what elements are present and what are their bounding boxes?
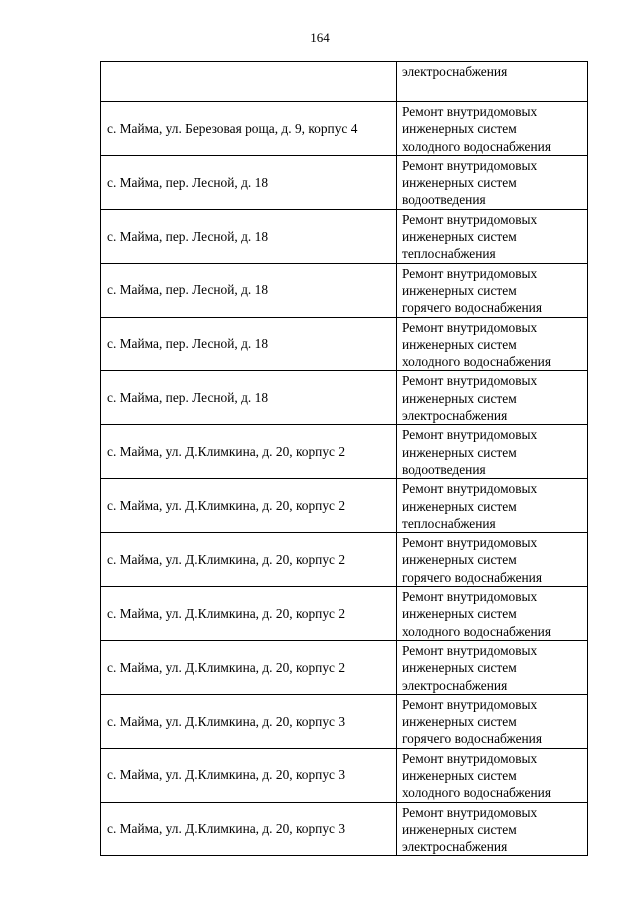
work-type-line: Ремонт внутридомовых xyxy=(402,265,538,281)
work-type-line: электроснабжения xyxy=(402,408,508,424)
work-type-cell xyxy=(397,748,588,802)
work-type-line: холодного водоснабжения xyxy=(402,785,551,801)
work-type-line: инженерных систем xyxy=(402,336,517,352)
work-type-cell xyxy=(397,263,588,317)
table-row xyxy=(101,62,588,102)
work-type-line: инженерных систем xyxy=(402,660,517,676)
address-cell: с. Майма, пер. Лесной, д. 18 xyxy=(101,371,397,425)
table-row xyxy=(101,425,588,479)
table-row xyxy=(101,802,588,856)
work-type-line: Ремонт внутридомовых xyxy=(402,104,538,119)
work-type-line: Ремонт внутридомовых xyxy=(402,427,538,443)
work-type-line: инженерных систем xyxy=(402,821,517,837)
work-type-line: инженерных систем xyxy=(402,175,517,191)
work-type-line: инженерных систем xyxy=(402,121,517,137)
work-type-cell xyxy=(397,209,588,263)
address-cell: с. Майма, ул. Д.Климкина, д. 20, корпус 2 xyxy=(101,640,397,694)
address-cell: с. Майма, ул. Д.Климкина, д. 20, корпус 3 xyxy=(101,694,397,748)
work-type-cell xyxy=(397,533,588,587)
address-cell: с. Майма, ул. Д.Климкина, д. 20, корпус 2 xyxy=(101,425,397,479)
address-cell: с. Майма, ул. Д.Климкина, д. 20, корпус 2 xyxy=(101,587,397,641)
table-row xyxy=(101,694,588,748)
work-type-line: горячего водоснабжения xyxy=(402,569,543,585)
page-number: 164 xyxy=(310,30,330,45)
work-type-line: Ремонт внутридомовых xyxy=(402,157,538,173)
table-row xyxy=(101,102,588,156)
address-cell: с. Майма, пер. Лесной, д. 18 xyxy=(101,263,397,317)
work-type-line: Ремонт внутридомовых xyxy=(402,373,538,389)
work-type-cell xyxy=(397,371,588,425)
work-type-line: теплоснабжения xyxy=(402,246,496,262)
work-type-line: горячего водоснабжения xyxy=(402,300,543,316)
works-table xyxy=(100,61,588,856)
work-type-line: Ремонт внутридомовых xyxy=(402,589,538,605)
work-type-line: инженерных систем xyxy=(402,444,517,460)
work-type-line: инженерных систем xyxy=(402,498,517,514)
work-type-line: теплоснабжения xyxy=(402,515,496,531)
works-table-body xyxy=(101,62,588,856)
work-type-line: водоотведения xyxy=(402,461,486,477)
address-cell: с. Майма, пер. Лесной, д. 18 xyxy=(101,155,397,209)
table-row xyxy=(101,155,588,209)
address-cell: с. Майма, пер. Лесной, д. 18 xyxy=(101,209,397,263)
address-cell: с. Майма, ул. Д.Климкина, д. 20, корпус 2 xyxy=(101,479,397,533)
work-type-cell xyxy=(397,317,588,371)
work-type-cell xyxy=(397,425,588,479)
work-type-line: инженерных систем xyxy=(402,552,517,568)
table-row xyxy=(101,479,588,533)
table-row xyxy=(101,209,588,263)
work-type-line: холодного водоснабжения xyxy=(402,623,551,639)
work-type-line: Ремонт внутридомовых xyxy=(402,750,538,766)
address-cell: с. Майма, ул. Березовая роща, д. 9, корпус 4 xyxy=(101,102,397,156)
table-row xyxy=(101,640,588,694)
work-type-line: инженерных систем xyxy=(402,229,517,245)
work-type-line: горячего водоснабжения xyxy=(402,731,543,747)
work-type-cell xyxy=(397,802,588,856)
work-type-cell xyxy=(397,155,588,209)
table-row xyxy=(101,533,588,587)
work-type-line: инженерных систем xyxy=(402,606,517,622)
work-type-line: инженерных систем xyxy=(402,714,517,730)
address-cell: с. Майма, ул. Д.Климкина, д. 20, корпус 3 xyxy=(101,802,397,856)
work-type-line: Ремонт внутридомовых xyxy=(402,211,538,227)
work-type-cell xyxy=(397,640,588,694)
work-type-line: Ремонт внутридомовых xyxy=(402,642,538,658)
address-cell: с. Майма, пер. Лесной, д. 18 xyxy=(101,317,397,371)
work-type-cell xyxy=(397,102,588,156)
work-type-line: электроснабжения xyxy=(402,64,508,79)
work-type-cell xyxy=(397,62,588,102)
work-type-cell xyxy=(397,694,588,748)
table-row xyxy=(101,263,588,317)
work-type-line: инженерных систем xyxy=(402,767,517,783)
work-type-line: водоотведения xyxy=(402,192,486,208)
work-type-line: инженерных систем xyxy=(402,282,517,298)
table-row xyxy=(101,317,588,371)
address-cell xyxy=(101,62,397,102)
work-type-line: Ремонт внутридомовых xyxy=(402,319,538,335)
work-type-cell xyxy=(397,479,588,533)
work-type-line: Ремонт внутридомовых xyxy=(402,804,538,820)
table-row xyxy=(101,587,588,641)
work-type-line: Ремонт внутридомовых xyxy=(402,696,538,712)
work-type-line: электроснабжения xyxy=(402,839,508,855)
address-cell: с. Майма, ул. Д.Климкина, д. 20, корпус 2 xyxy=(101,533,397,587)
work-type-line: холодного водоснабжения xyxy=(402,138,551,154)
work-type-cell xyxy=(397,587,588,641)
work-type-line: электроснабжения xyxy=(402,677,508,693)
table-row xyxy=(101,371,588,425)
work-type-line: инженерных систем xyxy=(402,390,517,406)
work-type-line: Ремонт внутридомовых xyxy=(402,535,538,551)
table-row xyxy=(101,748,588,802)
work-type-line: Ремонт внутридомовых xyxy=(402,481,538,497)
address-cell: с. Майма, ул. Д.Климкина, д. 20, корпус 3 xyxy=(101,748,397,802)
work-type-line: холодного водоснабжения xyxy=(402,354,551,370)
